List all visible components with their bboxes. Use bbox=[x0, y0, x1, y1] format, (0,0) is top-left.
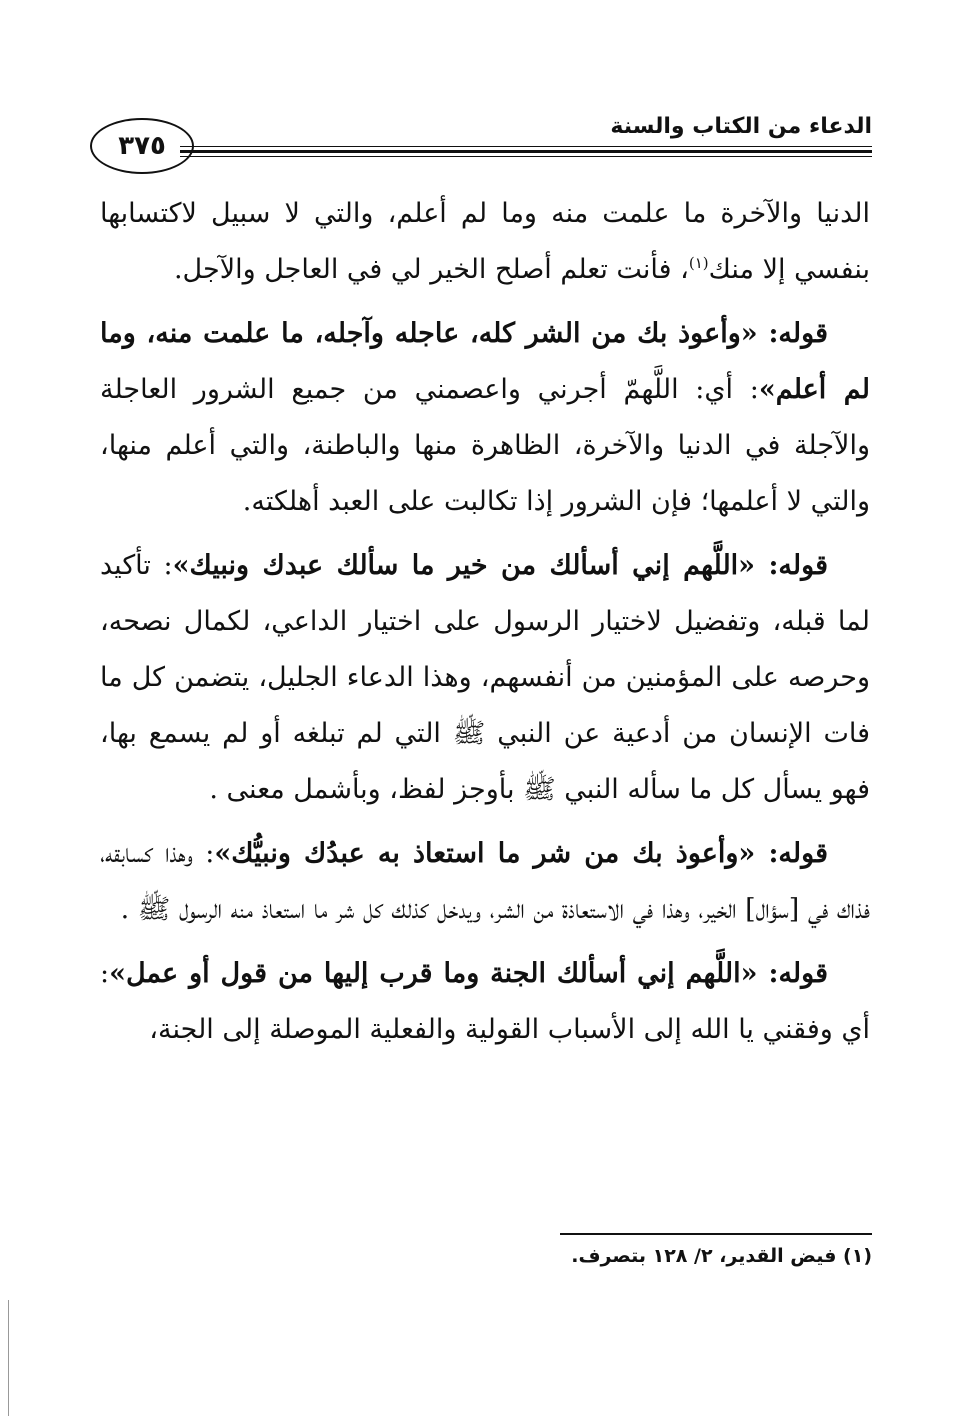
body-text bbox=[100, 186, 870, 1058]
page-number: ٣٧٥ bbox=[118, 131, 166, 161]
footnote-separator bbox=[560, 1233, 872, 1235]
paragraph bbox=[100, 186, 870, 298]
header-rule-thin-top bbox=[180, 146, 872, 147]
quoted-phrase: قوله: bbox=[755, 838, 828, 869]
running-header-title: الدعاء من الكتاب والسنة bbox=[610, 114, 872, 139]
quoted-phrase: «اللَّهم إني أسألك الجنة وما قرب إليها من قول أو عمل» bbox=[109, 958, 758, 989]
paragraph-text: : أي: اللَّهمّ أجرني واعصمني من جميع الشرور العاجلة والآجلة في الدنيا والآخرة، الظاهرة منها والباطنة، والتي أعلم منها، والتي لا أعلمها؛ فإن الشرور إذا تكالبت على العبد أهلكته. bbox=[100, 374, 870, 517]
page-number-badge bbox=[90, 118, 194, 174]
paragraph-text: ، فأنت تعلم أصلح الخير لي في العاجل والآجل. bbox=[173, 254, 689, 285]
quoted-phrase: «وأعوذ بك من شر ما استعاذ به عبدُك ونبيُّك» bbox=[214, 838, 756, 869]
header-rule-thick bbox=[180, 150, 872, 153]
quoted-phrase: قوله: bbox=[757, 958, 828, 989]
quoted-phrase: «وأعوذ بك من الشر كله، عاجله وآجله، ما علمت منه، وما لم أعلم» bbox=[100, 318, 870, 405]
quoted-phrase: قوله: bbox=[757, 318, 828, 349]
paragraph bbox=[100, 306, 870, 530]
quoted-phrase: «اللَّهم إني أسألك من خير ما سألك عبدك ونبيك» bbox=[172, 550, 756, 581]
scan-margin-line bbox=[8, 1300, 9, 1416]
paragraph-text: : أي وفقني يا الله إلى الأسباب القولية والفعلية الموصلة إلى الجنة، bbox=[100, 958, 870, 1045]
paragraph-text: الدنيا والآخرة ما علمت منه وما لم أعلم، والتي لا سبيل لاكتسابها بنفسي إلا منك bbox=[100, 198, 870, 285]
paragraph-text: : وهذا كسابقه، فذاك في [سؤال] الخير، وهذا في الاستعاذة من الشر، ويدخل كذلك كل شر ما استعاذ منه الرسول ﷺ . bbox=[100, 838, 870, 925]
quoted-phrase: قوله: bbox=[755, 550, 828, 581]
paragraph bbox=[100, 538, 870, 818]
paragraph bbox=[100, 946, 870, 1058]
header-rule-thin-bottom bbox=[180, 156, 872, 157]
footnote-1: (١) فيض القدير، ٢/ ١٢٨ بتصرف. bbox=[571, 1245, 872, 1267]
paragraph-text: : تأكيد لما قبله، وتفضيل لاختيار الرسول على اختيار الداعي، لكمال نصحه، وحرصه على المؤمنين من أنفسهم، وهذا الدعاء الجليل، يتضمن كل ما فات الإنسان من أدعية عن النبي ﷺ التي لم تبلغه أو لم يسمع بها، فهو يسأل كل ما سأله النبي ﷺ بأوجز لفظ، وبأشمل معنى . bbox=[100, 550, 870, 805]
paragraph bbox=[100, 826, 870, 938]
footnote-ref: (١) bbox=[688, 254, 709, 272]
